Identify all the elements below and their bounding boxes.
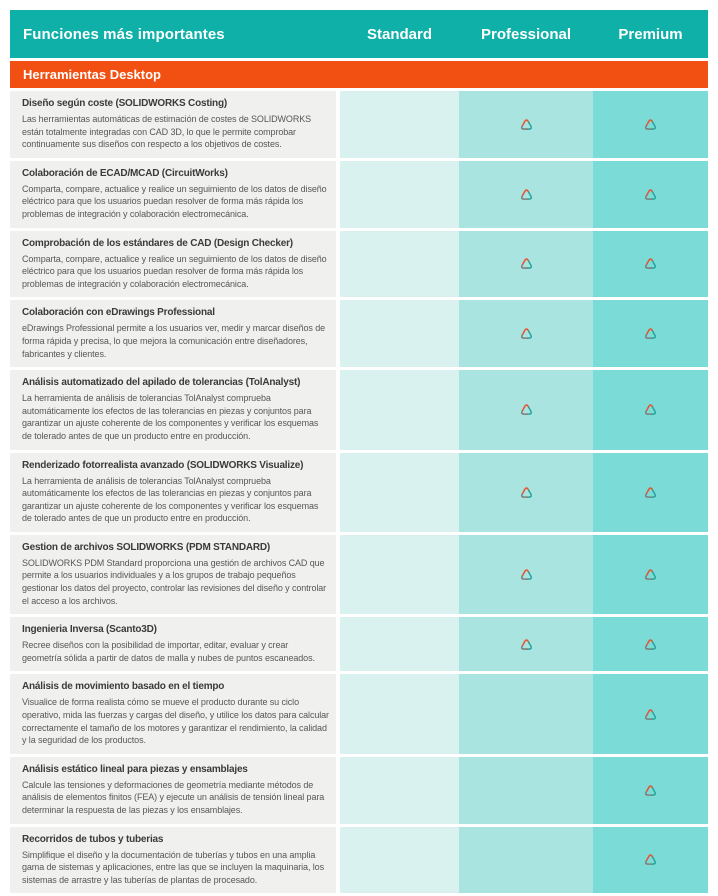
feature-title: Análisis de movimiento basado en el tiempo — [22, 681, 225, 693]
feature-row — [10, 674, 708, 753]
feature-row — [10, 827, 708, 894]
feature-cell — [10, 535, 336, 614]
standard-cell — [340, 161, 459, 228]
feature-description: La herramienta de análisis de tolerancias TolAnalyst comprueba automáticamente los efectos de las tolerancias en piezas y conjuntos para garantizar un ajuste coherente de los componentes y verificar los esquemas de tolerado antes de que un producto entre en producción. — [22, 393, 319, 441]
feature-cell — [10, 617, 336, 671]
professional-cell — [459, 231, 593, 298]
professional-cell — [459, 161, 593, 228]
premium-cell — [593, 91, 708, 158]
feature-title: Ingenieria Inversa (Scanto3D) — [22, 624, 157, 636]
feature-title: Comprobación de los estándares de CAD (Design Checker) — [22, 237, 293, 249]
solidworks-triangle-icon — [643, 187, 658, 202]
solidworks-triangle-icon — [643, 637, 658, 652]
feature-description: Comparta, compare, actualice y realice un seguimiento de los datos de diseño eléctrico para que los usuarios puedan resolver de forma más rápida los problemas de integración y colaboración electromecánica. — [22, 253, 327, 289]
feature-description: Calcule las tensiones y deformaciones de geometría mediante métodos de análisis de elementos finitos (FEA) y ejecute un análisis de tensión lineal para determinar la respuesta de las piezas y los ensamblajes. — [22, 779, 325, 815]
solidworks-triangle-icon — [643, 402, 658, 417]
premium-cell — [593, 617, 708, 671]
solidworks-triangle-icon — [519, 326, 534, 341]
feature-cell — [10, 757, 336, 824]
standard-cell — [340, 453, 459, 532]
solidworks-triangle-icon — [643, 852, 658, 867]
solidworks-triangle-icon — [643, 567, 658, 582]
feature-row — [10, 453, 708, 532]
feature-title: Recorridos de tubos y tuberias — [22, 833, 164, 845]
feature-cell — [10, 300, 336, 367]
premium-cell — [593, 370, 708, 449]
standard-cell — [340, 91, 459, 158]
solidworks-triangle-icon — [643, 783, 658, 798]
standard-cell — [340, 231, 459, 298]
feature-description: Simplifique el diseño y la documentación de tuberías y tubos en una amplia gama de sistemas y aplicaciones, entre las que se incluyen la maquinaria, los sistemas de arrastre y las tuberías de plantas de procesado. — [22, 849, 324, 885]
solidworks-triangle-icon — [519, 187, 534, 202]
premium-cell — [593, 300, 708, 367]
premium-cell — [593, 827, 708, 894]
feature-title: Renderizado fotorrealista avanzado (SOLIDWORKS Visualize) — [22, 459, 304, 471]
feature-rows — [10, 91, 708, 893]
premium-cell — [593, 231, 708, 298]
solidworks-triangle-icon — [643, 326, 658, 341]
solidworks-triangle-icon — [519, 117, 534, 132]
column-header-premium: Premium — [618, 25, 683, 43]
feature-row — [10, 757, 708, 824]
professional-cell — [459, 453, 593, 532]
professional-cell — [459, 91, 593, 158]
feature-row — [10, 300, 708, 367]
feature-description: La herramienta de análisis de tolerancias TolAnalyst comprueba automáticamente los efectos de las tolerancias en piezas y conjuntos para garantizar un ajuste coherente de los componentes y verificar los esquemas de tolerado antes de que un producto entre en producción. — [22, 475, 319, 524]
feature-description: Recree diseños con la posibilidad de importar, editar, evaluar y crear geometría sólida a partir de datos de malla y nubes de puntos escaneados. — [22, 640, 315, 663]
premium-cell — [593, 757, 708, 824]
feature-cell — [10, 161, 336, 228]
solidworks-triangle-icon — [519, 637, 534, 652]
section-title: Herramientas Desktop — [23, 67, 161, 82]
feature-cell — [10, 370, 336, 449]
premium-cell — [593, 535, 708, 614]
feature-title: Colaboración con eDrawings Professional — [22, 307, 215, 319]
professional-cell — [459, 535, 593, 614]
premium-cell — [593, 453, 708, 532]
standard-cell — [340, 827, 459, 894]
standard-cell — [340, 370, 459, 449]
feature-cell — [10, 231, 336, 298]
solidworks-triangle-icon — [643, 256, 658, 271]
feature-title: Análisis estático lineal para piezas y ensamblajes — [22, 763, 248, 775]
column-header-standard: Standard — [366, 25, 432, 43]
feature-row — [10, 617, 708, 671]
solidworks-triangle-icon — [643, 707, 658, 722]
feature-title: Diseño según coste (SOLIDWORKS Costing) — [22, 98, 227, 109]
standard-cell — [340, 300, 459, 367]
feature-cell — [10, 827, 336, 894]
feature-title: Análisis automatizado del apilado de tolerancias (TolAnalyst) — [22, 377, 301, 389]
solidworks-triangle-icon — [643, 117, 658, 132]
professional-cell — [459, 757, 593, 824]
feature-cell — [10, 91, 336, 158]
feature-row — [10, 535, 708, 614]
feature-title: Gestion de archivos SOLIDWORKS (PDM STANDARD) — [22, 541, 271, 553]
solidworks-triangle-icon — [643, 485, 658, 500]
feature-row — [10, 231, 708, 298]
column-header-professional: Professional — [480, 25, 572, 43]
feature-description: Las herramientas automáticas de estimación de costes de SOLIDWORKS están totalmente integradas con CAD 3D, lo que le permite comprobar continuamente sus diseños con respecto a los objetivos de costes. — [22, 114, 312, 150]
table-header — [10, 10, 708, 58]
section-banner — [10, 61, 708, 88]
feature-row — [10, 91, 708, 158]
professional-cell — [459, 300, 593, 367]
professional-cell — [459, 370, 593, 449]
solidworks-triangle-icon — [519, 256, 534, 271]
solidworks-triangle-icon — [519, 567, 534, 582]
solidworks-triangle-icon — [519, 402, 534, 417]
feature-description: eDrawings Professional permite a los usuarios ver, medir y marcar diseños de forma rápida y precisa, lo que mejora la comunicación entre diseñadores, fabricantes y clientes. — [22, 323, 326, 359]
standard-cell — [340, 674, 459, 753]
feature-description: Visualice de forma realista cómo se mueve el producto durante su ciclo operativo, mida las fuerzas y cargas del diseño, y utilice los datos para calcular correctamente el tamaño de los motores y garantizar el rendimiento, la calidad y la seguridad de los productos. — [22, 697, 329, 746]
professional-cell — [459, 674, 593, 753]
feature-row — [10, 370, 708, 449]
feature-description: Comparta, compare, actualice y realice un seguimiento de los datos de diseño eléctrico para que los usuarios puedan resolver de forma más rápida los problemas de integración y colaboración electromecánica. — [22, 183, 327, 219]
feature-description: SOLIDWORKS PDM Standard proporciona una gestión de archivos CAD que permite a los usuarios individuales y a los grupos de trabajo pequeños gestionar los datos del proyecto, controlar las revisiones del diseño y controlar el acceso a los archivos. — [22, 557, 327, 606]
solidworks-triangle-icon — [519, 485, 534, 500]
professional-cell — [459, 827, 593, 894]
feature-row — [10, 161, 708, 228]
feature-cell — [10, 453, 336, 532]
premium-cell — [593, 161, 708, 228]
feature-cell — [10, 674, 336, 753]
table-title: Funciones más importantes — [23, 25, 225, 43]
standard-cell — [340, 617, 459, 671]
professional-cell — [459, 617, 593, 671]
standard-cell — [340, 535, 459, 614]
feature-title: Colaboración de ECAD/MCAD (CircuitWorks) — [22, 167, 228, 179]
premium-cell — [593, 674, 708, 753]
feature-comparison-table — [10, 10, 708, 893]
standard-cell — [340, 757, 459, 824]
